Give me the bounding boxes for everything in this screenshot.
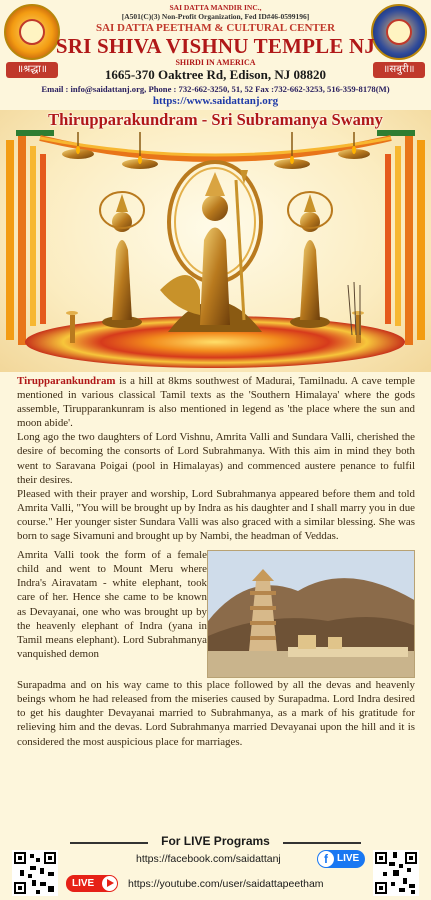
website-link[interactable]: https://www.saidattanj.org	[152, 95, 279, 107]
youtube-live-label: LIVE	[72, 878, 95, 889]
hero-title: Thirupparakundram - Sri Subramanya Swamy	[48, 110, 383, 129]
wrapped-section	[17, 548, 415, 678]
deity-altar-illustration	[0, 110, 431, 372]
article-body	[17, 374, 415, 749]
facebook-live-label: LIVE	[337, 853, 360, 864]
facebook-icon: f	[318, 851, 334, 867]
deity-center-subramanya	[160, 162, 262, 332]
facebook-live-badge[interactable]	[317, 850, 365, 868]
article-paragraph-1-text: is a hill at 8kms southwest of Madurai, Tamilnadu. A cave temple mentioned in various classical Tamil texts as the 'Southern Himalaya' where the gods assemble, Tirupparankunram is also mentioned in legend as 'the place where the sun and moon abide'.	[17, 375, 415, 430]
saburi-badge: ॥सबुरी॥	[373, 62, 425, 78]
facebook-url-link[interactable]: https://facebook.com/saidattanj	[136, 853, 281, 865]
deity-left	[100, 192, 144, 328]
letterhead	[0, 0, 431, 112]
article-paragraph-3: Pleased with their prayer and worship, Lord Subrahmanya appeared before them and told Amrita Valli, "You will be brought up by Indra as his daughter and I shall marry you in due course." Her younger sister Sundara Valli was also graced with a similar blessing. She was born to sage Sivamuni and brought up by Nambi, the headman of Veddas.	[17, 487, 415, 543]
temple-address: 1665-370 Oaktree Rd, Edison, NJ 08820	[104, 67, 327, 82]
youtube-qr-code-icon[interactable]	[373, 850, 419, 896]
org-cultural-center: SAI DATTA PEETHAM & CULTURAL CENTER	[95, 22, 336, 34]
article-lead-term: Tirupparankundram	[17, 375, 116, 387]
temple-subtitle: SHIRDI IN AMERICA	[175, 58, 256, 67]
footer-divider-right	[283, 842, 361, 844]
right-garland	[377, 130, 425, 345]
article-paragraph-2: Long ago the two daughters of Lord Vishnu, Amrita Valli and Sundara Valli, cherished the desire of becoming the consorts of Lord Subrahmanya. With this aim in mind they both went to Saravana Poigai (pool in Himalayas) and commenced austere penance to fulfil their desires.	[17, 431, 415, 486]
footer-title: For LIVE Programs	[161, 834, 270, 848]
youtube-play-icon	[101, 875, 118, 892]
org-name: SAI DATTA MANDIR INC.,	[169, 3, 262, 12]
temple-gopuram-illustration	[208, 551, 415, 678]
live-programs-footer	[0, 834, 431, 900]
contact-line: Email : info@saidattanj.org, Phone : 732-662-3250, 51, 52 Fax :732-662-3253, 516-359-8178(M)	[41, 84, 390, 94]
facebook-qr-code-icon[interactable]	[12, 850, 58, 896]
article-paragraph-4-continued: Surapadma and on his way came to this place followed by all the devas and heavenly beings whom he had released from the miseries caused by Surapadma. Lord Indra desired to get his daughter Devayanai married to Subrahmanya, as a mark of his gratitude for relieving him and the devas. Lord Subrahmanya married Devayanai upon the hill and it is considered the most auspicious place for marriages.	[17, 679, 415, 748]
youtube-url-link[interactable]: https://youtube.com/user/saidattapeetham	[128, 878, 324, 890]
deity-right	[288, 192, 332, 328]
youtube-live-badge[interactable]	[66, 875, 116, 892]
hero-image	[0, 110, 431, 372]
article-paragraph-4-wrapped: Amrita Valli took the form of a female child and went to Mount Meru where Indra's Airavatam - white elephant, took care of her. Hence she came to be known as Devayanai, one who was brought up by the heavenly elephant of Indra (yana in Tamil means elephant). Lord Subrahmanya vanquished demon	[17, 549, 207, 660]
left-garland	[6, 130, 54, 345]
shraddha-badge: ॥श्रद्धा॥	[6, 62, 58, 78]
temple-name: SRI SHIVA VISHNU TEMPLE NJ	[55, 34, 376, 58]
article-paragraph-1	[17, 374, 415, 430]
temple-gopuram-photo	[207, 550, 415, 678]
org-tax-info: [A501(C)(3) Non-Profit Organization, Fed ID#46-0599196]	[121, 12, 310, 21]
